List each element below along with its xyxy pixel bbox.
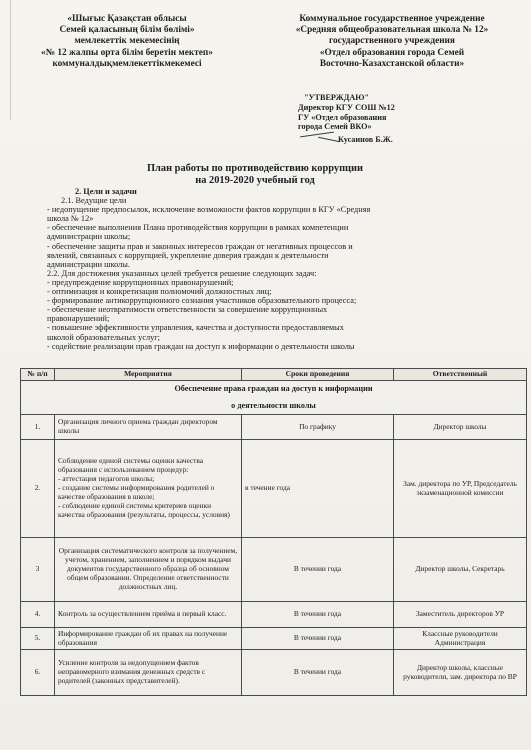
goals-line: - недопущение предпосылок, исключение возможности фактов коррупции в КГУ «Средняя [47,205,371,215]
goals-line: школа № 12» [47,214,94,224]
table-row [21,650,527,696]
row-num: 3 [21,538,55,602]
goals-line: администрации школы; [47,232,131,242]
approval-line: ГУ «Отдел образования [298,112,387,122]
title-line-1: План работы по противодействию коррупции [146,163,364,174]
row-responsible: Заместитель директоров УР [394,602,527,628]
header-right-line: «Отдел образования города Семей [319,47,465,58]
goals-section [47,187,465,351]
row-deadline: в течение года [242,440,394,538]
table-row [21,440,527,538]
header-right-line: государственного учреждения [329,36,455,47]
goals-line: школой образовательных услуг; [47,332,160,342]
row-num: 2. [21,440,55,538]
row-responsible: Директор школы [394,415,527,440]
row-num: 4. [21,602,55,628]
goals-line: 2.2. Для достижения указанных целей требуется решение следующих задач: [47,268,317,278]
approval-line: Кусаинов Б.Ж. [338,135,393,145]
row-num: 1. [21,415,55,440]
col-header-activity: Мероприятия [55,369,242,381]
row-responsible: Директор школы, Секретарь [394,538,527,602]
approval-block [298,93,395,145]
page-fold-line [10,0,11,120]
goals-line: правонарушений; [47,314,110,324]
table-header-row [21,369,527,381]
row-deadline: В течении года [242,538,394,602]
header-left-line: Семей қаласының білім бөлімі» [59,25,195,36]
row-deadline: В течении года [242,650,394,696]
section-title-line-1: Обеспечение права граждан на доступ к информации [174,384,373,393]
row-activity: Организация личного приема граждан директором школы [55,415,242,440]
table-section-title [21,381,527,415]
col-header-num: № п/п [21,369,55,381]
approval-line: Директор КГУ СОШ №12 [298,102,395,112]
plan-table [20,368,527,696]
approval-line: "УТВЕРЖДАЮ" [304,93,370,102]
header-right-line: Коммунальное государственное учреждение [299,14,485,24]
row-deadline: В течении года [242,602,394,628]
goals-line: - повышение эффективности управления, качества и доступности предоставляемых [47,323,344,333]
row-activity: Контроль за осуществлением приёма в первый класс. [55,602,242,628]
goals-subheading: 2.1. Ведущие цели [61,196,127,206]
row-activity: Соблюдение единой системы оценки качества образования с использованием процедур: - аттестация педагогов школы; - создание системы информирования родителей о качестве образования в школе; - соблюдение единой системы критериев оценки качества образования (результаты, процессы, условия) [55,440,242,538]
goals-line: администрации школы. [47,259,130,269]
table-row [21,538,527,602]
goals-line: - обеспечение неотвратимости ответственности за совершение коррупционных [47,305,328,315]
row-responsible: Классные руководители Администрация [394,628,527,650]
header-left-line: «№ 12 жалпы орта білім беретін мектеп» [41,47,213,58]
row-deadline: В течении года [242,628,394,650]
header-right-line: Восточно-Казахстанской области» [319,58,465,69]
row-num: 6. [21,650,55,696]
goals-line: - обеспечение выполнения Плана противодействия коррупции в рамках компетенции [47,223,349,233]
header-left-line: коммуналдықмемлекеттікмекемесі [52,58,202,69]
col-header-deadline: Сроки проведения [242,369,394,381]
goals-line: - оптимизация и конкретизация полномочий должностных лиц; [47,287,272,297]
row-activity: Организация систематического контроля за получением, учетом, хранением, заполнением и порядком выдачи документов государственного образца об основном общем образовании. Определение ответственности должностных лиц. [55,538,242,602]
col-header-responsible: Ответственный [394,369,527,381]
row-activity: Усиление контроля за недопущением фактов неправомерного взимания денежных средств с родителей (законных представителей). [55,650,242,696]
document-title [90,163,420,187]
header-right [272,14,512,70]
row-num: 5. [21,628,55,650]
approval-line: города Семей ВКО» [298,122,372,132]
header-left-line: мемлекеттік мекемесінің [74,36,180,47]
goals-line: - формирование антикоррупционного сознания участников образовательного процесса; [47,296,357,306]
row-activity: Информирование граждан об их правах на получение образования [55,628,242,650]
row-deadline: По графику [242,415,394,440]
table-row [21,628,527,650]
goals-line: явлений, связанных с коррупцией, укрепление доверия граждан к деятельности [47,250,329,260]
goals-line: - предупреждение коррупционных правонарушений; [47,277,234,287]
goals-line: - обеспечение защиты прав и законных интересов граждан от негативных процессов и [47,241,353,251]
header-left [32,14,222,70]
header-right-line: «Средняя общеобразовательная школа № 12» [295,25,489,36]
section-title-line-2: о деятельности школы [231,401,316,410]
table-row [21,602,527,628]
row-responsible: Директор школы, классные руководители, зам. директора по ВР [394,650,527,696]
goals-heading: 2. Цели и задачи [75,187,137,196]
row-responsible: Зам. директора по УР, Председатель экзаменационной комиссии [394,440,527,538]
goals-line: - содействие реализации прав граждан на доступ к информации о деятельности школы [47,341,355,351]
table-row [21,415,527,440]
title-line-2: на 2019-2020 учебный год [195,175,315,186]
header-left-line: «Шығыс Қазақстан облысы [67,14,187,24]
table-section-row [21,381,527,415]
